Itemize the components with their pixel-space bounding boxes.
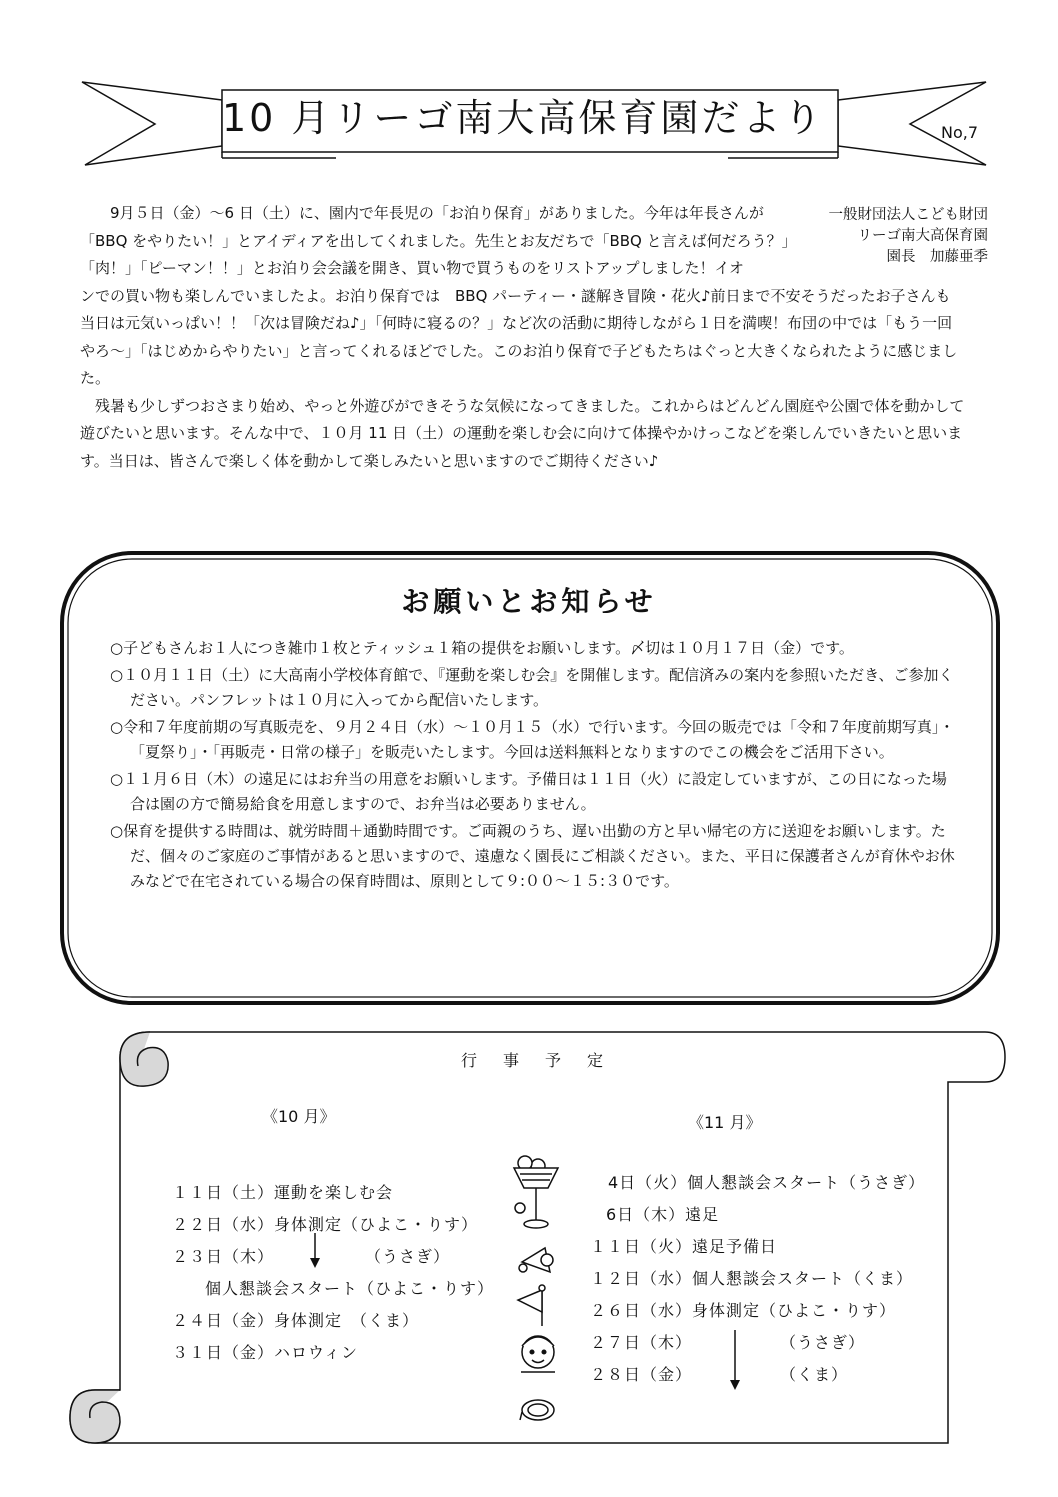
notice-item: ○１０月１１日（土）に大高南小学校体育館で、『運動を楽しむ会』を開催します。配信済みの案内を参照いただき、ご参加ください。パンフレットは１０月に入ってから配信いたします。	[110, 666, 954, 709]
nov-event: ２６日（水）身体測定（ひよこ・りす）	[590, 1301, 897, 1320]
nov-event: ２７日（木）	[590, 1333, 693, 1352]
nov-event: 6日（木）遠足	[606, 1205, 720, 1224]
nov-event: １２日（水）個人懇談会スタート（くま）	[590, 1269, 914, 1288]
intro-text	[80, 200, 980, 475]
director-name: 園長 加藤亜季	[886, 249, 988, 265]
oct-event-group: （うさぎ）	[365, 1247, 451, 1266]
scroll-frame	[70, 1032, 1005, 1443]
oct-event: ２４日（金）身体測定 （くま）	[172, 1311, 420, 1330]
nov-event-group: （くま）	[780, 1365, 849, 1384]
notice-item: ○保育を提供する時間は、就労時間＋通勤時間です。ご両親のうち、遅い出勤の方と早い帰宅の方に送迎をお願いします。ただ、個々のご家庭のご事情があると思いますので、遠慮なく園長にご相談ください。また、平日に保護者さんが育休やお休みなどで在宅されている場合の保育時間は、原則として９:００～１５:３０です。	[110, 822, 955, 890]
notice-item: ○令和７年度前期の写真販売を、９月２４日（水）～１０月１５（水）で行います。今回の販売では「令和７年度前期写真」・「夏祭り」・「再販売・日常の様子」を販売いたします。今回は送料無料となりますのでこの機会をご活用下さい。	[110, 718, 955, 761]
intro-paragraph-2: ンでの買い物も楽しんでいましたよ。お泊り保育では BBQ パーティー・謎解き冒険・花火♪前日まで不安そうだったお子さんも当日は元気いっぱい！！「次は冒険だね♪」「何時に寝るの？」など次の活動に期待しながら１日を満喫！布団の中では「もう一回やろ～」「はじめからやりたい」と言ってくれるほどでした。このお泊り保育で子どもたちはぐっと大きくなられたように感じました。	[80, 286, 958, 387]
intro-paragraph-1: 9月５日（金）～6 日（土）に、園内で年長児の「お泊り保育」がありました。今年は年長さんが「BBQ をやりたい！」とアイディアを出してくれました。先生とお友だちで「BBQ と言えば何だろう？」「肉！」「ピーマン！！」とお泊り会会議を開き、買い物で買うものをリストアップしました！イオ	[80, 204, 790, 277]
nov-event-group: （うさぎ）	[780, 1333, 866, 1352]
oct-event: ２３日（木）	[172, 1247, 275, 1266]
nursery-name: リーゴ南大高保育園	[857, 228, 988, 244]
notice-title: お願いとお知らせ	[401, 585, 657, 618]
oct-event: １１日（土）運動を楽しむ会	[172, 1183, 394, 1202]
nov-event: 4日（火）個人懇談会スタート（うさぎ）	[608, 1173, 926, 1192]
oct-event: ２２日（水）身体測定（ひよこ・りす）	[172, 1215, 479, 1234]
notice-item: ○１１月６日（木）の遠足にはお弁当の用意をお願いします。予備日は１１日（火）に設定していますが、この日になった場合は園の方で簡易給食を用意しますので、お弁当は必要ありません。	[110, 770, 947, 813]
oct-event: 個人懇談会スタート（ひよこ・りす）	[205, 1279, 495, 1298]
notice-list	[110, 636, 960, 896]
org-name: 一般財団法人こども財団	[828, 207, 988, 223]
october-label: 《10 月》	[262, 1107, 336, 1126]
intro-paragraph-3: 残暑も少しずつおさまり始め、やっと外遊びができそうな気候になってきました。これからはどんどん園庭や公園で体を動かして遊びたいと思います。そんな中で、１０月 11 日（土）の運動を楽しむ会に向けて体操やかけっこなどを楽しんでいきたいと思います。当日は、皆さんで楽しく体を動かして楽しみたいと思いますのでご期待ください♪	[80, 396, 965, 470]
oct-event: ３１日（金）ハロウィン	[172, 1343, 359, 1362]
nov-event: ２８日（金）	[590, 1365, 693, 1384]
banner-left-tail	[82, 82, 222, 165]
newsletter-title: 10 月リーゴ南大高保育園だより	[222, 96, 825, 140]
issue-number: No,7	[941, 123, 979, 142]
nov-event: １１日（火）遠足予備日	[590, 1237, 778, 1256]
schedule-title: 行事予定	[460, 1051, 629, 1070]
notice-item: ○子どもさんお１人につき雑巾１枚とティッシュ１箱の提供をお願いします。〆切は１０月１７日（金）です。	[110, 639, 854, 657]
november-label: 《11 月》	[688, 1113, 762, 1132]
